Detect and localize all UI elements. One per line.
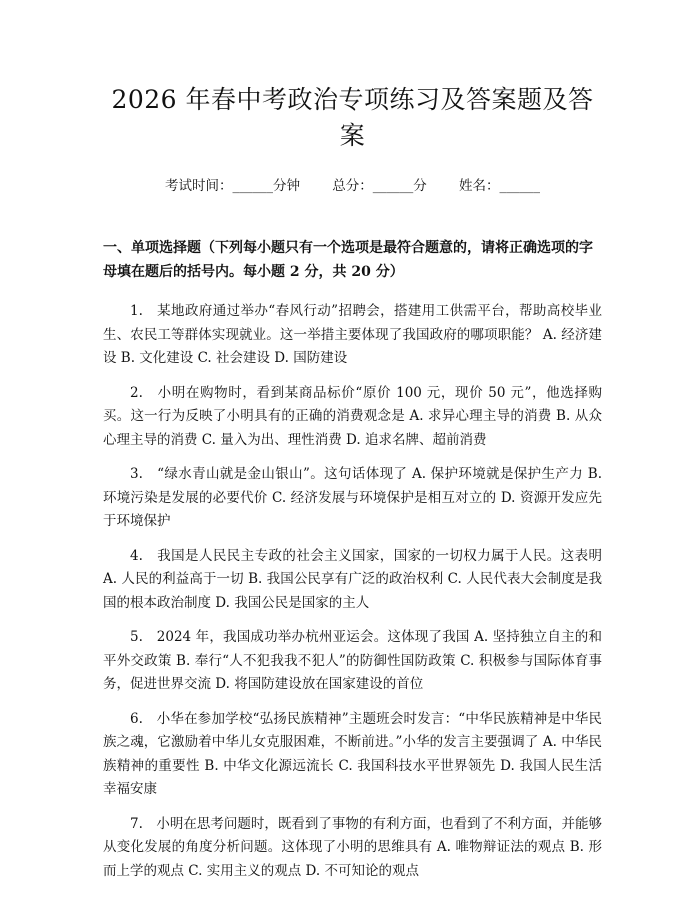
question-2: 2. 小明在购物时，看到某商品标价“原价 100 元，现价 50 元”，他选择购买。这一行为反映了小明具有的正确的消费观念是 A. 求异心理主导的消费 B. 从众心理主导的消费 C. 量入为出、理性消费 D. 追求名牌、超前消费 — [103, 384, 602, 448]
question-3: 3. “绿水青山就是金山银山”。这句话体现了 A. 保护环境就是保护生产力 B. 环境污染是发展的必要代价 C. 经济发展与环境保护是相互对立的 D. 资源开发应先于环境保护 — [103, 466, 602, 529]
exam-meta — [103, 176, 602, 196]
exam-time-field: 考试时间：______分钟 — [164, 178, 300, 194]
question-5: 5. 2024 年，我国成功举办杭州亚运会。这体现了我国 A. 坚持独立自主的和平外交政策 B. 奉行“人不犯我我不犯人”的防御性国防政策 C. 积极参与国际体育事务，促进世界交流 D. 将国防建设放在国家建设的首位 — [103, 629, 602, 692]
section-heading: 一、单项选择题（下列每小题只有一个选项是最符合题意的，请将正确选项的字母填在题后的括号内。每小题 2 分，共 20 分） — [103, 240, 593, 280]
question-4: 4. 我国是人民民主专政的社会主义国家，国家的一切权力属于人民。这表明 A. 人民的利益高于一切 B. 我国公民享有广泛的政治权利 C. 人民代表大会制度是我国的根本政治制度 D. 我国公民是国家的主人 — [103, 547, 602, 611]
question-1: 1. 某地政府通过举办“春风行动”招聘会，搭建用工供需平台，帮助高校毕业生、农民工等群体实现就业。这一举措主要体现了我国政府的哪项职能？ A. 经济建设 B. 文化建设 C. 社会建设 D. 国防建设 — [103, 303, 602, 366]
exam-title: 2026 年春中考政治专项练习及答案题及答案 — [111, 85, 594, 150]
question-7: 7. 小明在思考问题时，既看到了事物的有利方面，也看到了不利方面，并能够从变化发展的角度分析问题。这体现了小明的思维具有 A. 唯物辩证法的观点 B. 形而上学的观点 C. 实用主义的观点 D. 不可知论的观点 — [103, 815, 602, 879]
question-6: 6. 小华在参加学校“弘扬民族精神”主题班会时发言：“中华民族精神是中华民族之魂，它激励着中华儿女克服困难，不断前进。”小华的发言主要强调了 A. 中华民族精神的重要性 B. 中华文化源远流长 C. 我国科技水平世界领先 D. 我国人民生活幸福安康 — [103, 710, 602, 797]
total-score-field: 总分：______分 — [332, 178, 427, 194]
student-name-field: 姓名：______ — [459, 178, 541, 194]
